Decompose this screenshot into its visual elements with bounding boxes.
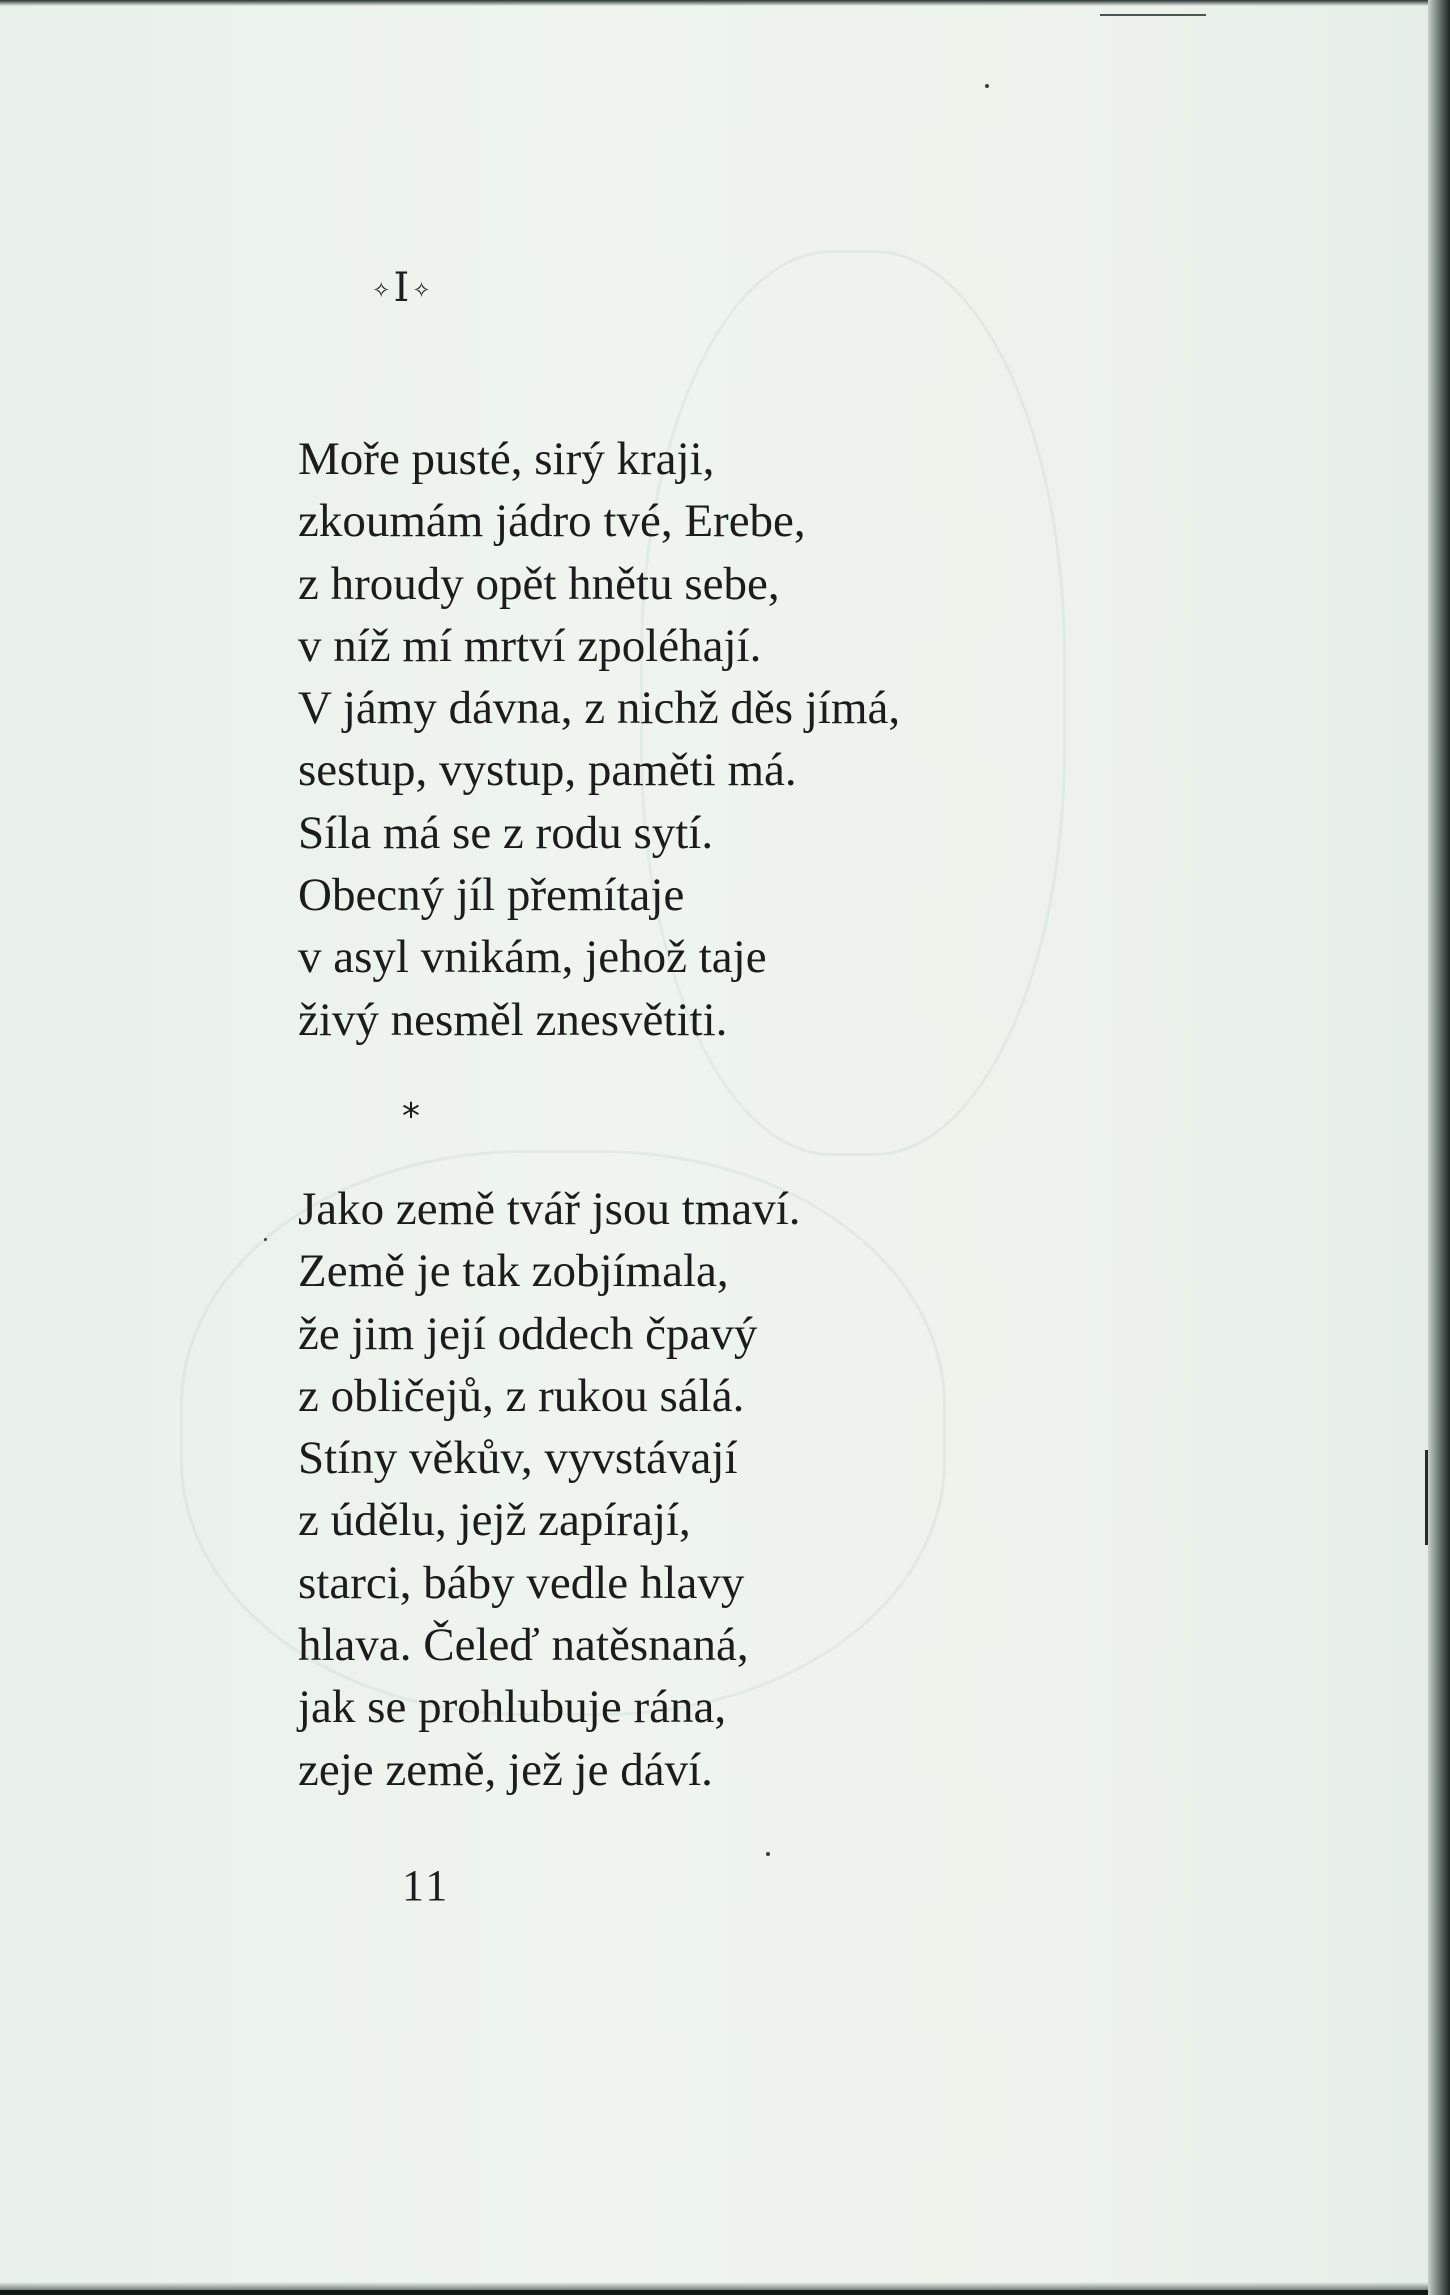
stanza [298, 428, 900, 1051]
verse-line: Stíny věkův, vyvstávají [298, 1432, 738, 1485]
paper-speck [985, 84, 989, 88]
verse-line: zeje země, jež je dáví. [298, 1743, 713, 1796]
verse-line: starci, báby vedle hlavy [298, 1556, 745, 1609]
verse-line: Síla má se z rodu sytí. [298, 806, 714, 859]
verse-line: že jim její oddech čpavý [298, 1307, 758, 1360]
verse-line: z hroudy opět hnětu sebe, [298, 557, 780, 610]
verse-line: sestup, vystup, paměti má. [298, 744, 797, 797]
ornament-star-icon: ✧ [412, 278, 434, 304]
verse-line: živý nesměl znesvětiti. [298, 993, 728, 1046]
verse-line: z obličejů, z rukou sálá. [298, 1369, 745, 1422]
verse-line: jak se prohlubuje rána, [298, 1681, 727, 1734]
top-rule [1100, 14, 1206, 16]
paper-speck [766, 1852, 770, 1856]
verse-line: Země je tak zobjímala, [298, 1245, 729, 1298]
verse-line: V jámy dávna, z nichž děs jímá, [298, 682, 901, 735]
page-right-edge [1428, 0, 1450, 2295]
verse-line: Jako země tvář jsou tmaví. [298, 1183, 801, 1235]
verse-line: v níž mí mrtví zpoléhají. [298, 619, 762, 672]
verse-line: v asyl vnikám, jehož taje [298, 931, 767, 984]
stanza [298, 1178, 801, 1801]
section-heading [372, 265, 434, 311]
verse-line: zkoumám jádro tvé, Erebe, [298, 495, 806, 548]
verse-line: Obecný jíl přemítaje [298, 869, 685, 922]
verse-line: Moře pusté, sirý kraji, [298, 433, 715, 485]
section-numeral: I [393, 265, 413, 311]
page-number: 11 [402, 1861, 451, 1910]
verse-line: z údělu, jejž zapírají, [298, 1494, 691, 1547]
page-top-edge [0, 0, 1428, 6]
ornament-star-icon: ✧ [372, 278, 394, 304]
verse-line: hlava. Čeleď natěsnaná, [298, 1619, 749, 1672]
page-bottom-edge [0, 2282, 1428, 2290]
paper-speck [264, 1238, 267, 1241]
stanza-separator: * [402, 1096, 420, 1137]
